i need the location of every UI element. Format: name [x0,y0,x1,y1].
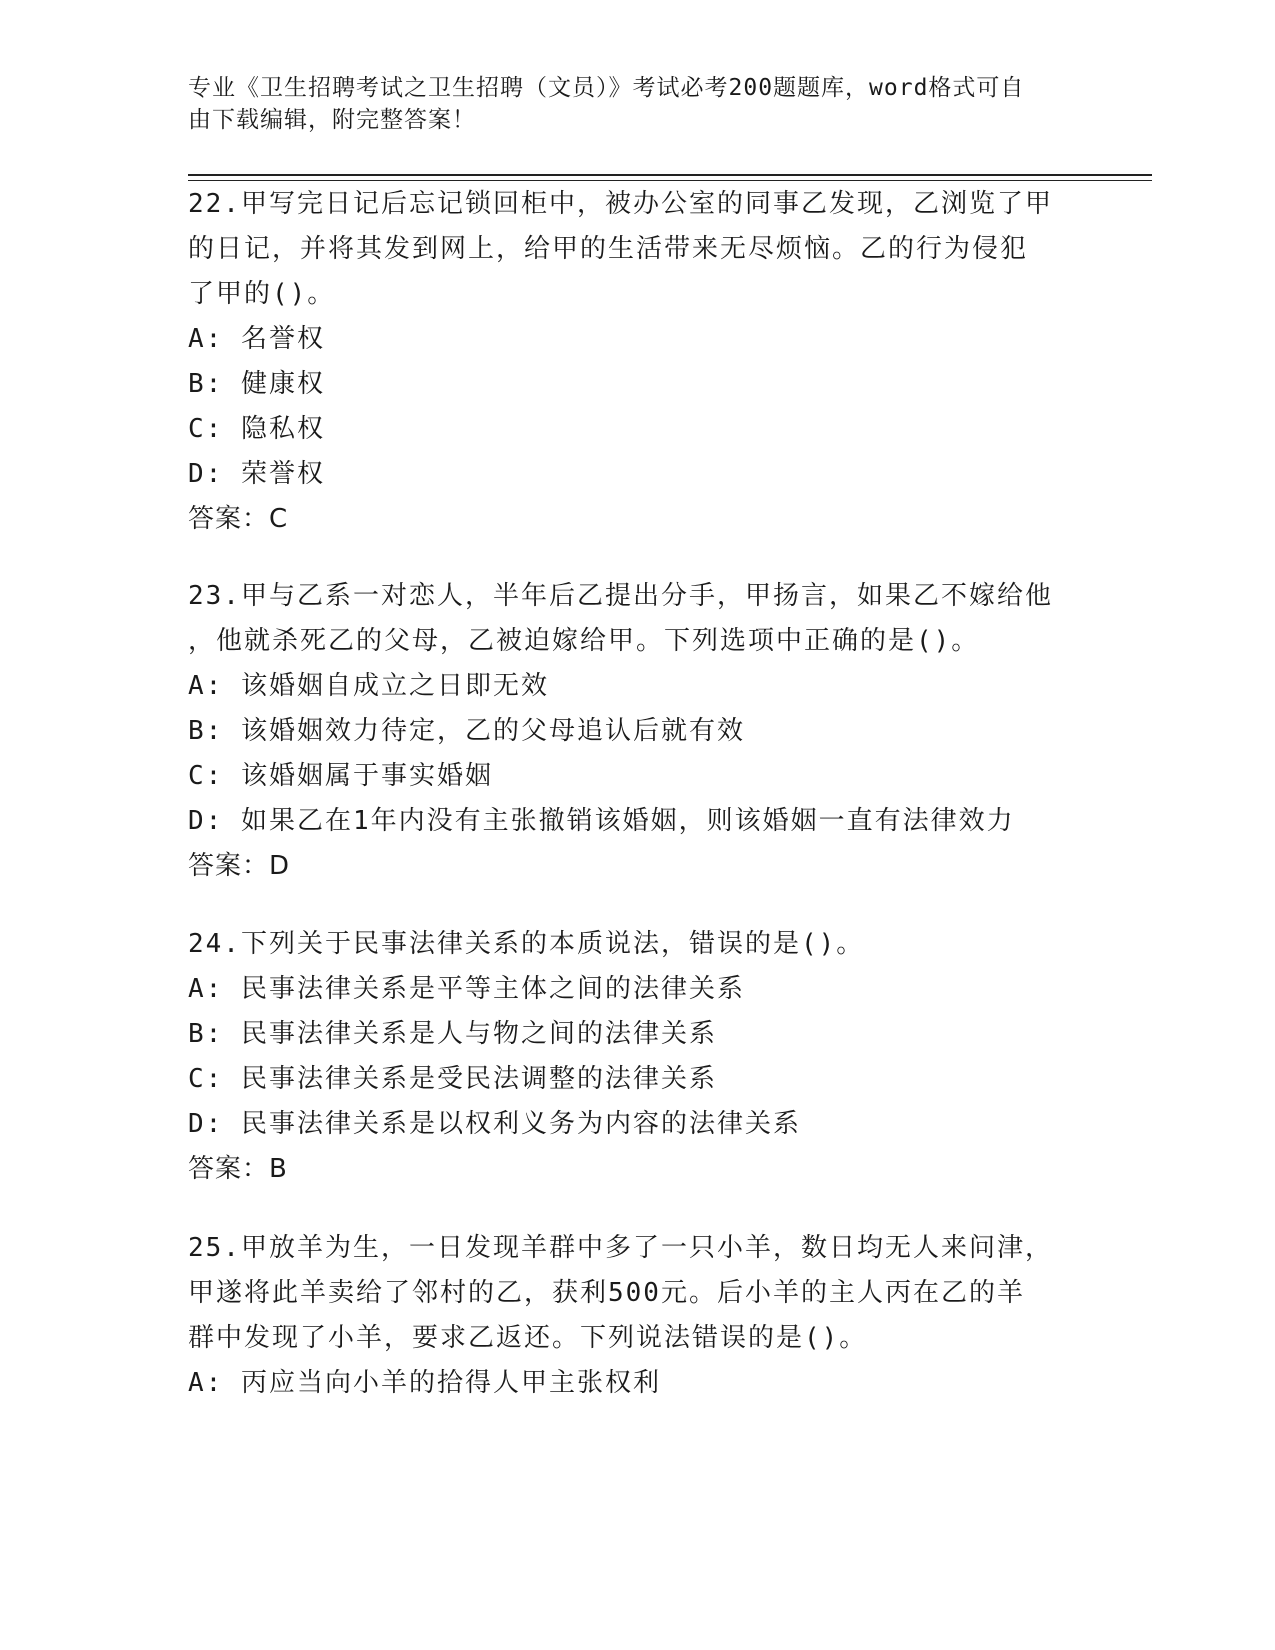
question-25 [188,1226,1088,1406]
option-d: D: 民事法律关系是以权利义务为内容的法律关系 [188,1109,801,1139]
question-stem-line: 22.甲写完日记后忘记锁回柜中，被办公室的同事乙发现，乙浏览了甲 [188,189,1053,219]
question-stem-line: 了甲的()。 [188,279,336,309]
answer-value: C [269,504,289,534]
option-d: D: 如果乙在1年内没有主张撤销该婚姻，则该婚姻一直有法律效力 [188,806,1015,836]
question-stem-line: 的日记，并将其发到网上，给甲的生活带来无尽烦恼。乙的行为侵犯 [188,234,1029,264]
answer-label: 答案： [188,851,270,881]
option-b: B: 健康权 [188,369,325,399]
question-stem-line: 23.甲与乙系一对恋人，半年后乙提出分手，甲扬言，如果乙不嫁给他 [188,581,1053,611]
option-c: C: 该婚姻属于事实婚姻 [188,761,493,791]
option-c: C: 隐私权 [188,414,325,444]
option-a: A: 名誉权 [188,324,325,354]
answer-value: B [269,1154,288,1184]
option-a: A: 丙应当向小羊的拾得人甲主张权利 [188,1368,661,1398]
header-divider-thin [188,180,1152,181]
header-line-1: 专业《卫生招聘考试之卫生招聘（文员）》考试必考200题题库，word格式可自 [188,75,1025,101]
question-stem-line: 24.下列关于民事法律关系的本质说法，错误的是()。 [188,929,865,959]
header-line-2: 由下载编辑，附完整答案！ [188,107,476,133]
option-a: A: 该婚姻自成立之日即无效 [188,671,549,701]
question-24 [188,922,1088,1192]
question-stem-line: 群中发现了小羊，要求乙返还。下列说法错误的是()。 [188,1323,868,1353]
option-b: B: 该婚姻效力待定，乙的父母追认后就有效 [188,716,745,746]
answer-label: 答案： [188,1154,270,1184]
question-22 [188,182,1088,542]
question-stem-line: 25.甲放羊为生，一日发现羊群中多了一只小羊，数日均无人来问津， [188,1233,1053,1263]
option-b: B: 民事法律关系是人与物之间的法律关系 [188,1019,717,1049]
answer-line [188,497,1088,542]
question-stem-line: 甲遂将此羊卖给了邻村的乙，获利500元。后小羊的主人丙在乙的羊 [188,1278,1025,1308]
option-a: A: 民事法律关系是平等主体之间的法律关系 [188,974,745,1004]
question-stem-line: ，他就杀死乙的父母，乙被迫嫁给甲。下列选项中正确的是()。 [188,626,980,656]
option-c: C: 民事法律关系是受民法调整的法律关系 [188,1064,717,1094]
answer-label: 答案： [188,504,270,534]
header-divider-thick [188,174,1152,176]
document-header [188,72,1088,136]
answer-value: D [269,851,291,881]
question-23 [188,574,1088,889]
option-d: D: 荣誉权 [188,459,325,489]
answer-line [188,844,1088,889]
answer-line [188,1147,1088,1192]
